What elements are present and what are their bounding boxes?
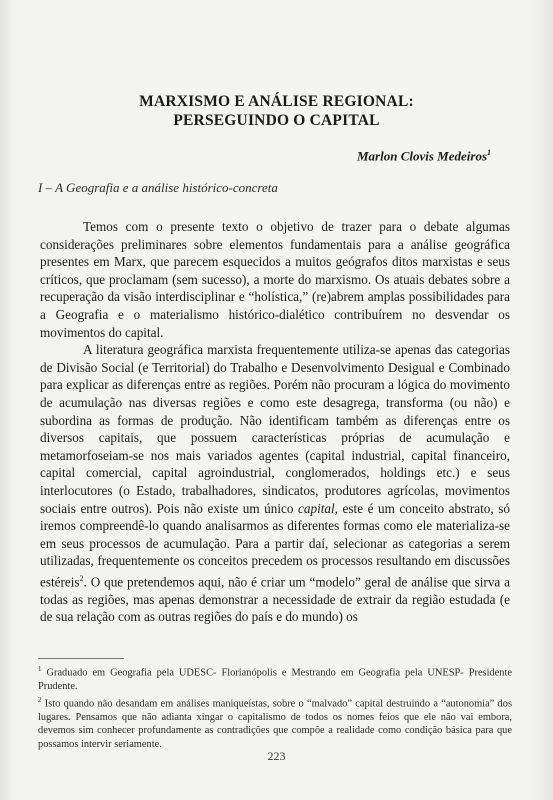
page-number: 223 xyxy=(267,749,286,763)
author-name-text: Marlon Clovis Medeiros xyxy=(356,148,487,164)
paragraph-2-part-c: . O que pretendemos aqui, não é criar um “modelo” geral de análise que sirva a todas as regiões, mas apenas demonstrar a necessidade de extrair da região estudada (e de sua relação com as outras regiões do país e do mundo) os xyxy=(40,574,510,625)
footnote-1-marker: 1 xyxy=(38,665,42,673)
footnote-1-text: Graduado em Geografia pela UDESC- Florianópolis e Mestrando em Geografia pela UNESP- Presidente Prudente. xyxy=(38,667,512,693)
author-footnote-marker: 1 xyxy=(487,148,491,157)
footnote-divider xyxy=(38,658,124,659)
footnote-2-text: Isto quando não desandam em análises maniqueístas, sobre o “malvado” capital destruindo a “autonomia” dos lugares. Pensamos que não adianta xingar o capitalismo de todos os nomes feios que ele não vai embora, devemos sim conhecer profundamente as contradições que compõe a realidade como condição básica para que possamos intervir seriamente. xyxy=(38,698,512,750)
paragraph-2-part-b: este é um conceito abstrato, só iremos compreendê-lo quando analisarmos as diferentes formas como ele materializa-se em seus processos de acumulação. Para a partir daí, selecionar as categorias a serem utilizadas, frequentemente os conceitos precedem os processos resultando em discussões estéreis xyxy=(40,500,510,590)
paragraph-2-italic: capital, xyxy=(298,500,338,516)
footnote-2 xyxy=(38,694,512,752)
footnote-2-marker: 2 xyxy=(38,695,42,704)
paragraph-2 xyxy=(40,341,510,626)
paragraph-1: Temos com o presente texto o objetivo de trazer para o debate algumas considerações preliminares sobre elementos fundamentais para a análise geográfica presentes em Marx, que parecem esquecidos a muitos geógrafos ditos marxistas e seus críticos, que proclamam (sem sucesso), a morte do marxismo. Os atuais debates sobre a recuperação da visão interdisciplinar e “holística,” (re)abrem amplas possibilidades para a Geografia e o materialismo histórico-dialético contribuírem no desvendar os movimentos do capital. xyxy=(40,219,510,340)
footnotes xyxy=(38,663,512,752)
article-title-line-1: MARXISMO E ANÁLISE REGIONAL: xyxy=(139,93,414,110)
paragraph-2-footnote-marker: 2 xyxy=(79,573,84,583)
article-title-line-2: PERSEGUINDO O CAPITAL xyxy=(173,112,380,129)
paragraph-2-part-a: A literatura geográfica marxista frequentemente utiliza-se apenas das categorias de Divisão Social (e Territorial) do Trabalho e Desenvolvimento Desigual e Combinado para explicar as diferenças entre as regiões. Porém não procuram a lógica do movimento de acumulação nas diversas regiões e como este desagrega, transforma (ou não) e subordina as formas de produção. Não identificam também as diferenças entre os diversos capitais, que possuem características próprias de acumulação e metamorfoseiam-se nos mais variados agentes (capital industrial, capital financeiro, capital comercial, capital agroindustrial, conglomerados, holdings etc.) e seus interlocutores (o Estado, trabalhadores, sindicatos, produtores agrícolas, movimentos sociais entre outros). Pois não existe um único xyxy=(40,342,510,516)
author-name xyxy=(357,148,491,164)
footnote-1 xyxy=(38,663,512,694)
section-heading: I – A Geografia e a análise histórico-concreta xyxy=(38,180,278,195)
body-text xyxy=(40,218,510,626)
